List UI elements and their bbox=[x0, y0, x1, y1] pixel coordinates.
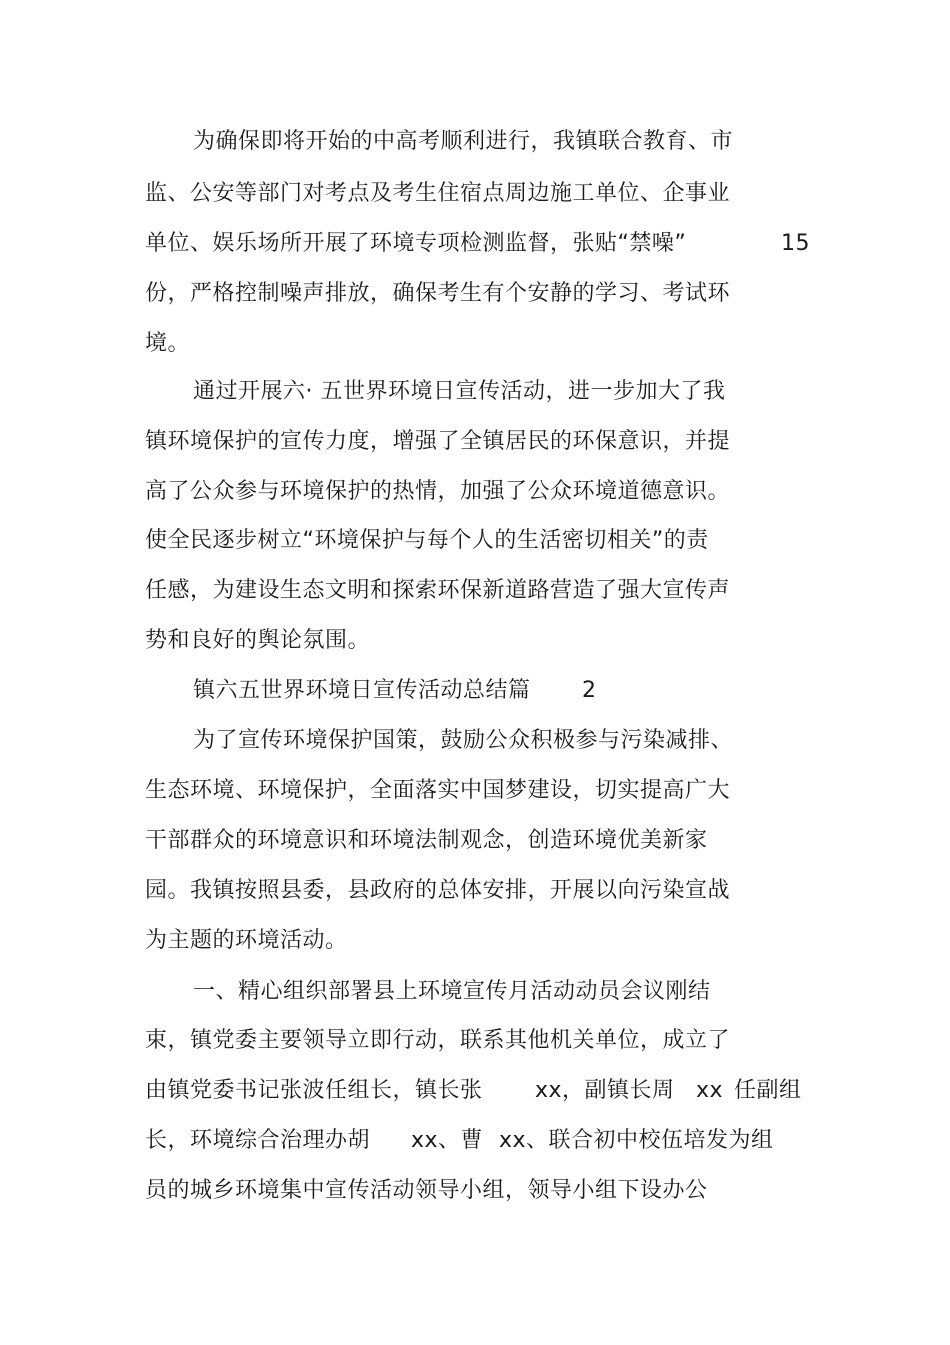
paragraph-line: 通过开展六· 五世界环境日宣传活动，进一步加大了我 bbox=[193, 379, 726, 404]
paragraph-line: 束，镇党委主要领导立即行动，联系其他机关单位，成立了 bbox=[145, 1028, 731, 1053]
paragraph-line: 镇环境保护的宣传力度，增强了全镇居民的环保意识，并提 bbox=[145, 429, 731, 454]
section-heading-number: 2 bbox=[582, 678, 597, 703]
paragraph-line: 任副组 bbox=[734, 1078, 802, 1103]
paragraph-line: 任感，为建设生态文明和探索环保新道路营造了强大宣传声 bbox=[145, 578, 731, 603]
paragraph-line: 为确保即将开始的中高考顺利进行，我镇联合教育、市 bbox=[193, 129, 734, 154]
paragraph-line: 为了宣传环境保护国策，鼓励公众积极参与污染减排、 bbox=[193, 728, 734, 753]
paragraph-line: 园。我镇按照县委，县政府的总体安排，开展以向污染宣战 bbox=[145, 878, 731, 903]
paragraph-line: 生态环境、环境保护，全面落实中国梦建设，切实提高广大 bbox=[145, 778, 731, 803]
paragraph-line: 势和良好的舆论氛围。 bbox=[145, 628, 371, 653]
paragraph-line: 干部群众的环境意识和环境法制观念，创造环境优美新家 bbox=[145, 828, 708, 853]
paragraph-line: 一、精心组织部署县上环境宣传月活动动员会议刚结 bbox=[193, 979, 711, 1004]
paragraph-line: 长，环境综合治理办胡 bbox=[145, 1128, 371, 1153]
section-heading: 镇六五世界环境日宣传活动总结篇 bbox=[193, 678, 531, 703]
paragraph-line: 境。 bbox=[145, 331, 191, 356]
paragraph-line: xx、联合初中校伍培发为组 bbox=[499, 1128, 774, 1153]
paragraph-line: 单位、娱乐场所开展了环境专项检测监督，张贴“禁噪” bbox=[145, 231, 687, 256]
paragraph-line: xx、曹 bbox=[411, 1128, 484, 1153]
paragraph-line: 由镇党委书记张波任组长，镇长张 bbox=[145, 1078, 483, 1103]
paragraph-line: xx，副镇长周 bbox=[535, 1078, 675, 1103]
paragraph-line: 员的城乡环境集中宣传活动领导小组，领导小组下设办公 bbox=[145, 1178, 708, 1203]
paragraph-line: 15 bbox=[781, 231, 810, 256]
paragraph-line: 监、公安等部门对考点及考生住宿点周边施工单位、企事业 bbox=[145, 181, 731, 206]
paragraph-line: 为主题的环境活动。 bbox=[145, 928, 348, 953]
paragraph-line: 份，严格控制噪声排放，确保考生有个安静的学习、考试环 bbox=[145, 281, 731, 306]
paragraph-line: 高了公众参与环境保护的热情，加强了公众环境道德意识。 bbox=[145, 479, 731, 504]
paragraph-line: xx bbox=[696, 1078, 724, 1103]
paragraph-line: 使全民逐步树立“环境保护与每个人的生活密切相关”的责 bbox=[145, 528, 709, 553]
